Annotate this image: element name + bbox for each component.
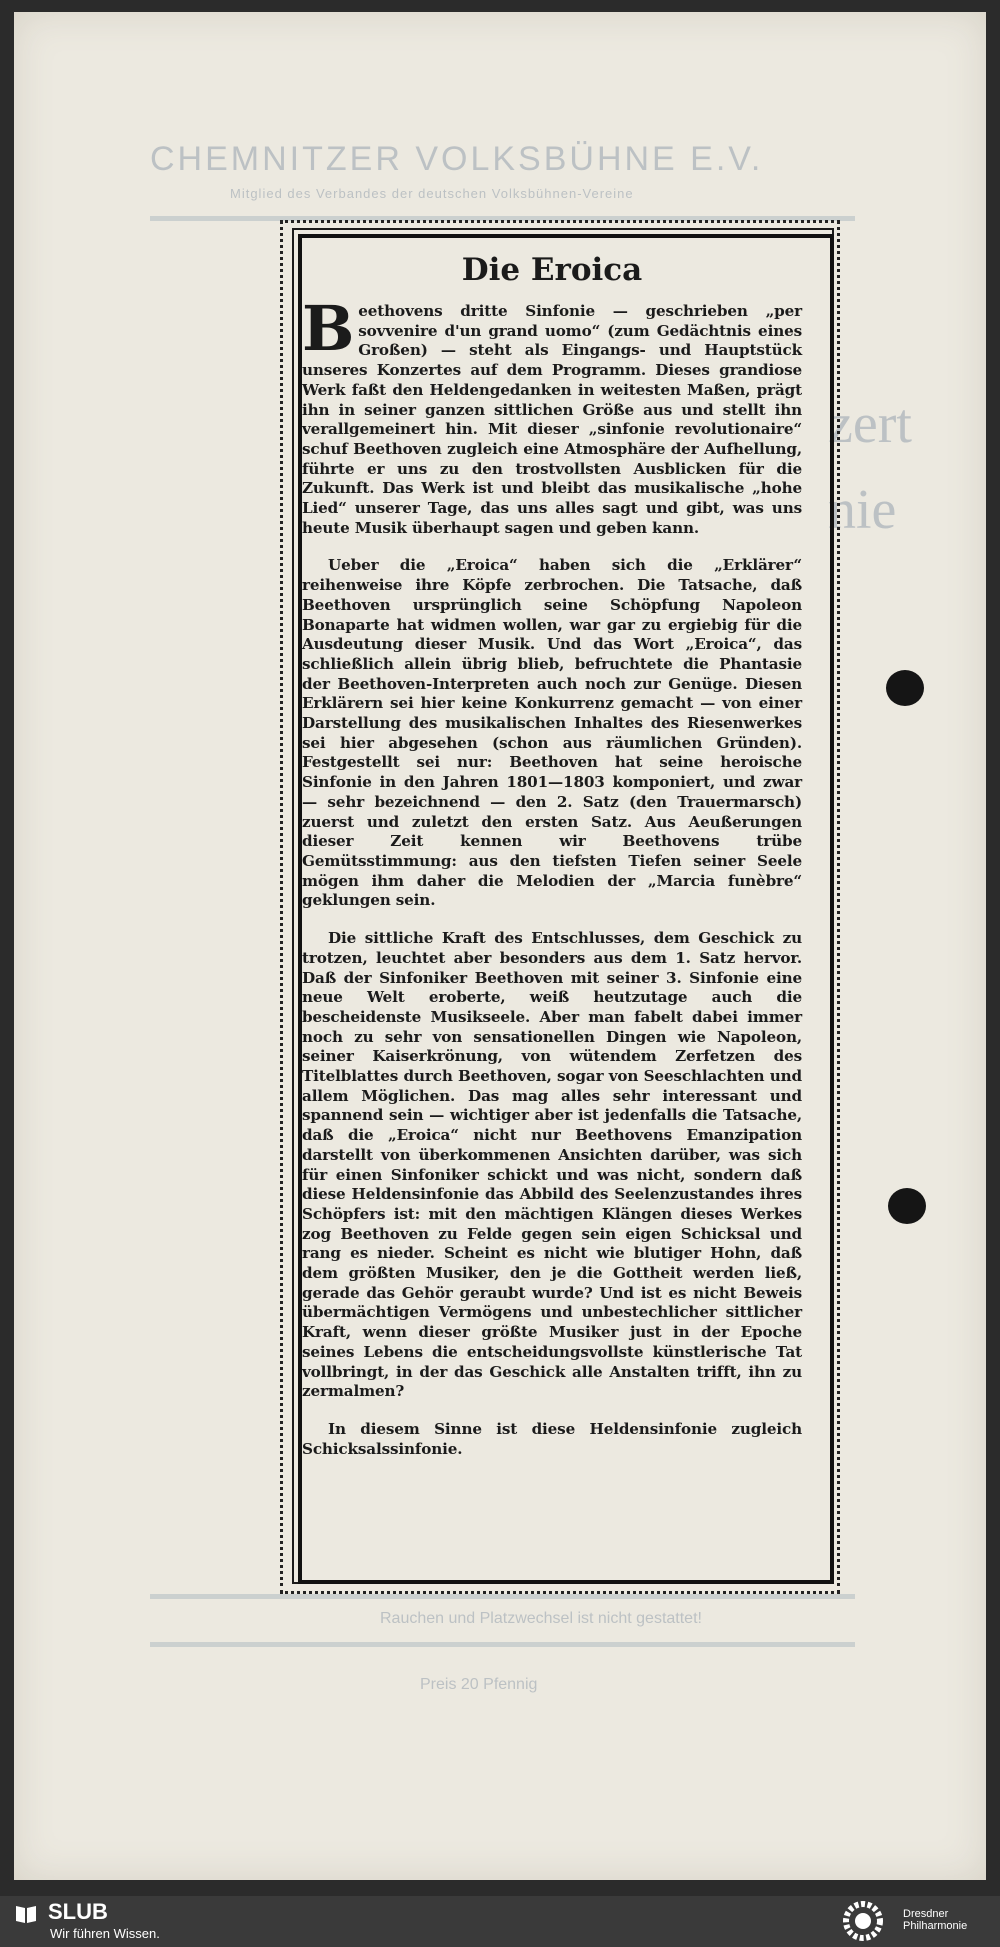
paragraph-2: Ueber die „Eroica“ haben sich die „Erklärer“ reihenweise ihre Köpfe zerbrochen. Die Tatsache, daß Beethoven ursprünglich seine Schöpfung Napoleon Bonaparte hat widmen wollen, war gar zu ergiebig für die Ausdeutung dieser Musik. Und das Wort „Eroica“, das schließlich allein übrig blieb, befruchtete die Phantasie der Beethoven-Interpreten auch noch zur Genüge. Diesen Erklärern sei hier keine Konkurrenz gemacht — von einer Darstellung des musikalischen Inhaltes des Riesenwerkes sei hier abgesehen (schon aus räumlichen Gründen). Festgestellt sei nur: Beethoven hat seine heroische Sinfonie in den Jahren 1801—1803 komponiert, und zwar — sehr bezeichnend — den 2. Satz (den Trauermarsch) zuerst und zuletzt den ersten Satz. Aus Aeußerungen dieser Zeit kennen wir Beethovens trübe Gemütsstimmung: aus den tiefsten Tiefen seiner Seele mögen ihm daher die Melodien der „Marcia funèbre“ geklungen sein. — [302, 556, 802, 910]
showthrough-fragment-1: zert — [828, 393, 912, 455]
philharmonie-logo-icon — [842, 1900, 884, 1942]
showthrough-rule-low — [150, 1642, 855, 1647]
article — [302, 252, 802, 1477]
article-title: Die Eroica — [461, 252, 643, 288]
slub-logo-text: SLUB — [48, 1899, 108, 1924]
philharmonie-name — [903, 1908, 967, 1932]
drop-cap: B — [302, 292, 355, 365]
slub-tagline: Wir führen Wissen. — [50, 1926, 160, 1941]
punch-hole-upper — [886, 670, 924, 706]
slub-book-icon — [14, 1902, 38, 1926]
paragraph-1 — [302, 292, 802, 538]
showthrough-fragment-2: nie — [828, 479, 897, 541]
philharmonie-line-1: Dresdner — [903, 1908, 949, 1920]
showthrough-bottom-note: Rauchen und Platzwechsel ist nicht gestattet! — [380, 1610, 702, 1627]
paragraph-3: Die sittliche Kraft des Entschlusses, dem Geschick zu trotzen, leuchtet aber besonders aus dem 1. Satz hervor. Daß der Sinfoniker Beethoven mit seiner 3. Sinfonie eine neue Welt eroberte, weiß heutzutage auch die bescheidenste Musikseele. Aber man fabelt dabei immer noch zu sehr von sensationellen Dingen wie Napoleon, seiner Kaiserkrönung, von wütendem Zerfetzen des Titelblattes durch Beethoven, sogar von Seeschlachten und allem Möglichen. Das mag alles sehr interessant und spannend sein — wichtiger aber ist jedenfalls die Tatsache, daß die „Eroica“ nicht nur Beethovens Emanzipation darstellt von überkommenen Ansichten darüber, was sich für einen Sinfoniker schickt und was nicht, sondern daß diese Heldensinfonie das Abbild des Seelenzustandes ihres Schöpfers ist: mit den mächtigen Klängen dieses Werkes zog Beethoven zu Felde gegen sein eigen Schicksal und rang es nieder. Scheint es nicht wie blutiger Hohn, daß dem größten Musiker, den je die Gottheit werden ließ, gerade das Gehör geraubt wurde? Und ist es nicht Beweis übermächtigen Vermögens und unbestechlicher sittlicher Kraft, wenn dieser größte Musiker just in der Epoche seines Lebens die entscheidungsvollste künstlerische Tat vollbringt, in der das Geschick alle Anstalten trifft, ihn zu zermalmen? — [302, 929, 802, 1401]
punch-hole-lower — [888, 1188, 926, 1224]
showthrough-header: CHEMNITZER VOLKSBÜHNE E.V. — [150, 140, 764, 178]
philharmonie-line-2: Philharmonie — [903, 1920, 968, 1932]
showthrough-price: Preis 20 Pfennig — [420, 1676, 538, 1693]
paragraph-4: In diesem Sinne ist diese Heldensinfonie zugleich Schicksalssinfonie. — [302, 1419, 802, 1458]
showthrough-rule-mid — [150, 1594, 855, 1599]
showthrough-subheader: Mitglied des Verbandes der deutschen Volksbühnen-Vereine — [230, 186, 634, 201]
footer-bar — [0, 1896, 1000, 1947]
paragraph-1-text: eethovens dritte Sinfonie — geschrieben „per sovvenire d'un grand uomo“ (zum Gedächtnis eines Großen) — steht als Eingangs- und Hauptstück unseres Konzertes auf dem Programm. Dieses grandiose Werk faßt den Heldengedanken in weitesten Maßen, prägt ihn in seiner ganzen sittlichen Größe aus und stellt ihn verallgemeinert hin. Mit dieser „sinfonie revolutionaire“ schuf Beethoven zugleich eine Atmosphäre der Aufhellung, führte er uns zu den trostvollsten Ausblicken für die Zukunft. Das Werk ist und bleibt das musikalische „hohe Lied“ unserer Tage, das uns alles sagt und gibt, was uns heute Musik überhaupt sagen und geben kann. — [302, 302, 802, 537]
